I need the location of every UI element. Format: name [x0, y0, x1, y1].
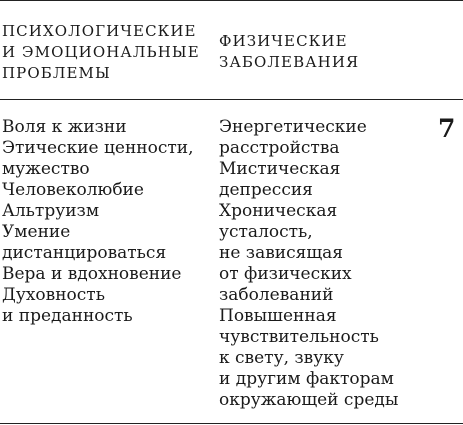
list-item: к свету, звуку: [219, 348, 344, 368]
list-item: Мистическая: [219, 159, 341, 179]
chapter-number: 7: [438, 114, 456, 143]
list-item: расстройства: [219, 138, 340, 158]
list-item: чувствительность: [219, 327, 379, 347]
list-item: Повышенная: [219, 306, 337, 326]
header-psychological-problems: ПСИХОЛОГИЧЕСКИЕ И ЭМОЦИОНАЛЬНЫЕ ПРОБЛЕМЫ: [2, 22, 200, 82]
list-item: заболеваний: [219, 285, 334, 305]
list-item: Вера и вдохновение: [2, 264, 182, 284]
list-item: Этические ценности,: [2, 138, 194, 158]
list-item: депрессия: [219, 180, 313, 200]
list-item: Энергетические: [219, 117, 367, 137]
list-item: и другим факторам: [219, 369, 394, 389]
table-top-rule: [0, 0, 463, 1]
header-divider-rule: [0, 99, 463, 100]
list-item: не зависящая: [219, 243, 344, 263]
list-item: Хроническая: [219, 201, 338, 221]
header-physical-diseases: ФИЗИЧЕСКИЕ ЗАБОЛЕВАНИЯ: [219, 32, 360, 71]
list-item: Воля к жизни: [2, 117, 127, 137]
list-item: мужество: [2, 159, 90, 179]
list-item: усталость,: [219, 222, 313, 242]
list-item: окружающей среды: [219, 390, 399, 410]
table-bottom-rule: [0, 423, 463, 424]
list-item: Умение: [2, 222, 71, 242]
list-item: Духовность: [2, 285, 105, 305]
list-item: Альтруизм: [2, 201, 100, 221]
list-item: и преданность: [2, 306, 133, 326]
psychological-issues-list: [2, 117, 194, 327]
list-item: от физических: [219, 264, 352, 284]
list-item: Человеколюбие: [2, 180, 144, 200]
physical-diseases-list: [219, 117, 398, 411]
list-item: дистанцироваться: [2, 243, 167, 263]
